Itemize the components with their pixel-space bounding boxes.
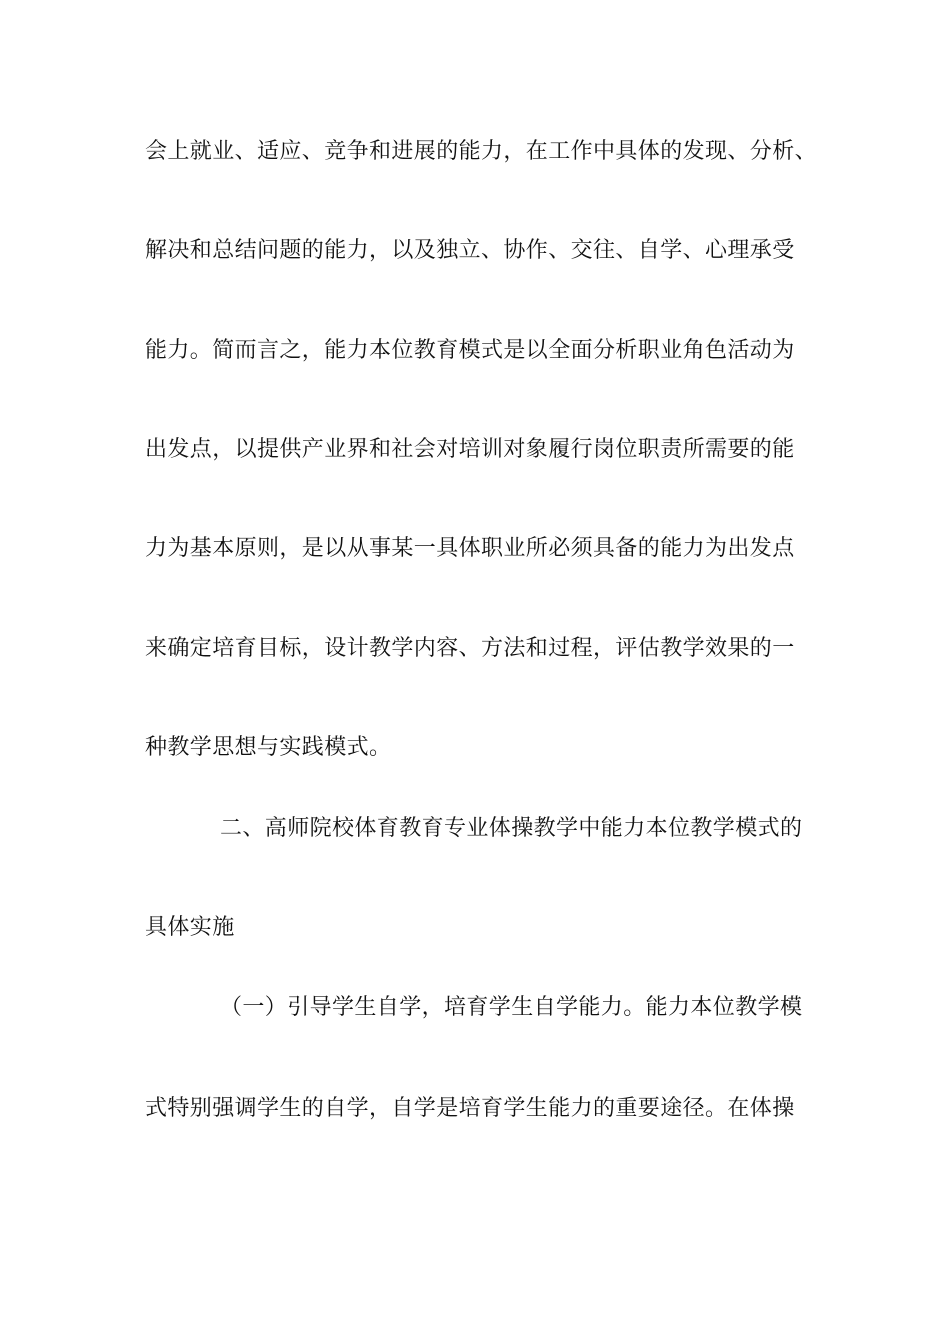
text-line: 会上就业、适应、竞争和进展的能力，在工作中具体的发现、分析、 [145,139,818,164]
text-line: 出发点，以提供产业界和社会对培训对象履行岗位职责所需要的能 [145,437,795,462]
text-line: 力为基本原则，是以从事某一具体职业所必须具备的能力为出发点 [145,536,795,561]
subsection-paragraph-start: （一）引导学生自学，培育学生自学能力。能力本位教学模 [220,995,803,1020]
text-line: 来确定培育目标，设计教学内容、方法和过程，评估教学效果的一 [145,636,795,661]
section-heading-continued: 具体实施 [145,915,235,940]
text-line: 解决和总结问题的能力，以及独立、协作、交往、自学、心理承受 [145,238,795,263]
section-heading: 二、高师院校体育教育专业体操教学中能力本位教学模式的 [220,816,803,841]
text-line: 种教学思想与实践模式。 [145,735,392,760]
text-line: 能力。简而言之，能力本位教育模式是以全面分析职业角色活动为 [145,338,795,363]
text-line: 式特别强调学生的自学，自学是培育学生能力的重要途径。在体操 [145,1096,795,1121]
